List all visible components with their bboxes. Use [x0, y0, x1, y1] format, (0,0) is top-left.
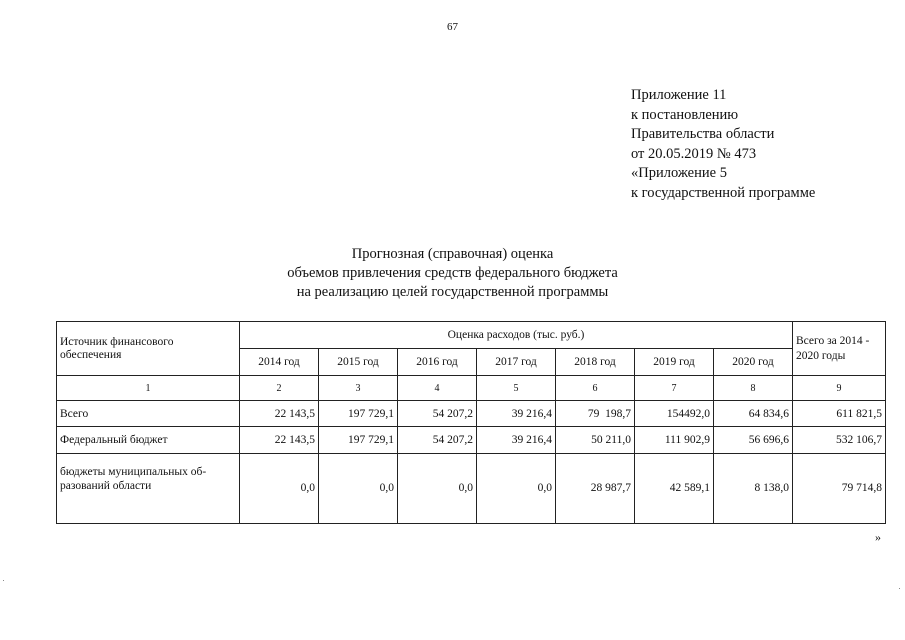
value-cell: 39 216,4: [477, 427, 556, 454]
value-cell: 22 143,5: [240, 427, 319, 454]
column-index: 6: [556, 376, 635, 401]
value-cell: 54 207,2: [398, 427, 477, 454]
title-line: объемов привлечения средств федерального бюджета: [287, 265, 618, 281]
page-number: 67: [447, 21, 458, 33]
source-header: Источник финансового обеспечения: [57, 322, 240, 376]
total-cell: 79 714,8: [793, 454, 886, 524]
table-row: [57, 427, 886, 454]
budget-table: [56, 321, 886, 524]
appendix-line: Правительства области: [631, 126, 775, 143]
value-cell: 111 902,9: [635, 427, 714, 454]
total-header: Всего за 2014 - 2020 годы: [793, 322, 886, 376]
value-cell: 79 198,7: [556, 401, 635, 427]
value-cell: 0,0: [398, 454, 477, 524]
appendix-block: [631, 86, 815, 204]
row-label-line: разований области: [60, 480, 152, 492]
value-cell: 28 987,7: [556, 454, 635, 524]
value-cell: 42 589,1: [635, 454, 714, 524]
year-header: 2015 год: [319, 349, 398, 376]
year-header: 2020 год: [714, 349, 793, 376]
value-cell: 0,0: [240, 454, 319, 524]
document-title: [0, 245, 905, 302]
column-index: 2: [240, 376, 319, 401]
value-cell: 50 211,0: [556, 427, 635, 454]
year-header: 2019 год: [635, 349, 714, 376]
column-index: 7: [635, 376, 714, 401]
value-cell: 0,0: [319, 454, 398, 524]
title-line: Прогнозная (справочная) оценка: [351, 246, 554, 262]
total-cell: 611 821,5: [793, 401, 886, 427]
row-label-line: бюджеты муниципальных об-: [60, 466, 207, 478]
appendix-line: от 20.05.2019 № 473: [631, 145, 757, 162]
scan-speck: [899, 588, 900, 589]
value-cell: 8 138,0: [714, 454, 793, 524]
value-cell: 197 729,1: [319, 401, 398, 427]
estimate-header: Оценка расходов (тыс. руб.): [240, 322, 793, 349]
value-cell: 22 143,5: [240, 401, 319, 427]
title-line: на реализацию целей государственной программы: [296, 284, 609, 300]
column-index: 9: [793, 376, 886, 401]
table-row: [57, 401, 886, 427]
column-index: 1: [57, 376, 240, 401]
value-cell: 39 216,4: [477, 401, 556, 427]
table-row: [57, 454, 886, 524]
row-label: Федеральный бюджет: [57, 427, 240, 454]
year-header: 2016 год: [398, 349, 477, 376]
row-label: Всего: [57, 401, 240, 427]
value-cell: 0,0: [477, 454, 556, 524]
appendix-line: к постановлению: [631, 106, 739, 123]
closing-quote-mark: »: [875, 530, 881, 544]
appendix-line: «Приложение 5: [631, 165, 727, 182]
year-header: 2018 год: [556, 349, 635, 376]
value-cell: 197 729,1: [319, 427, 398, 454]
row-label: [57, 454, 240, 524]
total-cell: 532 106,7: [793, 427, 886, 454]
year-header: 2017 год: [477, 349, 556, 376]
appendix-line: Приложение 11: [631, 87, 727, 103]
value-cell: 56 696,6: [714, 427, 793, 454]
scan-speck: [3, 580, 4, 581]
value-cell: 154492,0: [635, 401, 714, 427]
header-row: [57, 322, 886, 349]
column-index: 4: [398, 376, 477, 401]
column-index: 5: [477, 376, 556, 401]
value-cell: 54 207,2: [398, 401, 477, 427]
value-cell: 64 834,6: [714, 401, 793, 427]
column-index-row: [57, 376, 886, 401]
column-index: 8: [714, 376, 793, 401]
column-index: 3: [319, 376, 398, 401]
appendix-line: к государственной программе: [631, 184, 816, 201]
year-header: 2014 год: [240, 349, 319, 376]
